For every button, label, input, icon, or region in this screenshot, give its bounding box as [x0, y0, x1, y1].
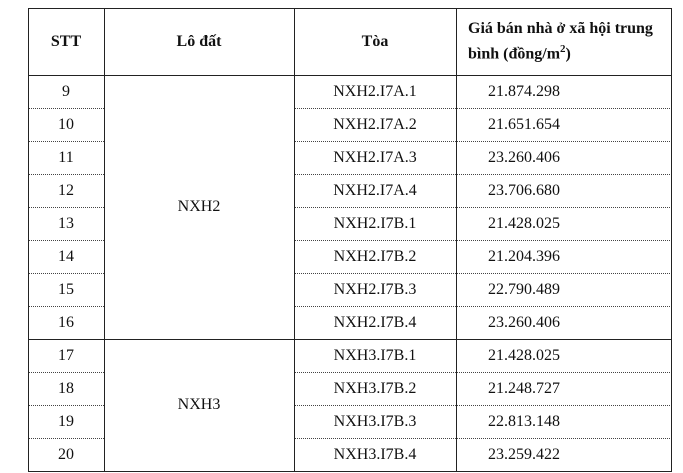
- cell-building: NXH2.I7A.1: [333, 82, 417, 100]
- cell-price: 23.260.406: [488, 313, 560, 331]
- cell-stt: 14: [58, 247, 74, 265]
- header-building: Tòa: [361, 32, 389, 50]
- cell-stt: 15: [58, 280, 74, 298]
- cell-price: 21.428.025: [488, 346, 560, 364]
- cell-stt: 16: [58, 313, 74, 331]
- cell-building: NXH2.I7A.3: [333, 148, 417, 166]
- group-divider: [28, 471, 672, 472]
- column-border: [104, 8, 105, 471]
- cell-stt: 20: [58, 445, 74, 463]
- cell-building: NXH3.I7B.4: [333, 445, 417, 463]
- cell-stt: 19: [58, 412, 74, 430]
- cell-building: NXH2.I7B.3: [333, 280, 417, 298]
- column-border: [28, 8, 29, 471]
- cell-price: 21.428.025: [488, 214, 560, 232]
- table-top-border: [28, 8, 672, 9]
- cell-price: 21.874.298: [488, 82, 560, 100]
- cell-building: NXH2.I7A.4: [333, 181, 417, 199]
- cell-price: 21.248.727: [488, 379, 560, 397]
- cell-price: 23.260.406: [488, 148, 560, 166]
- cell-price: 21.651.654: [488, 115, 560, 133]
- cell-price: 23.259.422: [488, 445, 560, 463]
- column-border: [456, 8, 457, 471]
- header-price-line2: [468, 39, 571, 64]
- cell-lot: NXH2: [177, 198, 221, 215]
- header-price-line1: Giá bán nhà ở xã hội trung: [468, 19, 653, 37]
- cell-building: NXH3.I7B.1: [333, 346, 417, 364]
- cell-price: 22.813.148: [488, 412, 560, 430]
- header-price-sup: 2: [560, 42, 566, 55]
- cell-stt: 17: [58, 346, 74, 364]
- cell-building: NXH2.I7B.2: [333, 247, 417, 265]
- cell-stt: 9: [62, 82, 70, 100]
- header-price-close: ): [565, 45, 571, 63]
- cell-lot: NXH3: [177, 396, 221, 413]
- header-lot: Lô đất: [176, 32, 222, 50]
- header-stt: STT: [50, 32, 82, 50]
- cell-stt: 18: [58, 379, 74, 397]
- cell-price: 23.706.680: [488, 181, 560, 199]
- cell-building: NXH2.I7B.4: [333, 313, 417, 331]
- header-price: [456, 8, 672, 75]
- column-border: [294, 8, 295, 471]
- cell-stt: 13: [58, 214, 74, 232]
- cell-building: NXH3.I7B.3: [333, 412, 417, 430]
- header-price-unit: bình (đồng/m: [468, 45, 561, 63]
- cell-building: NXH2.I7B.1: [333, 214, 417, 232]
- cell-building: NXH3.I7B.2: [333, 379, 417, 397]
- cell-stt: 11: [58, 148, 74, 166]
- column-border: [671, 8, 672, 471]
- cell-stt: 10: [58, 115, 74, 133]
- cell-building: NXH2.I7A.2: [333, 115, 417, 133]
- table-header-row: [28, 8, 672, 75]
- cell-stt: 12: [58, 181, 74, 199]
- cell-price: 21.204.396: [488, 247, 560, 265]
- cell-price: 22.790.489: [488, 280, 560, 298]
